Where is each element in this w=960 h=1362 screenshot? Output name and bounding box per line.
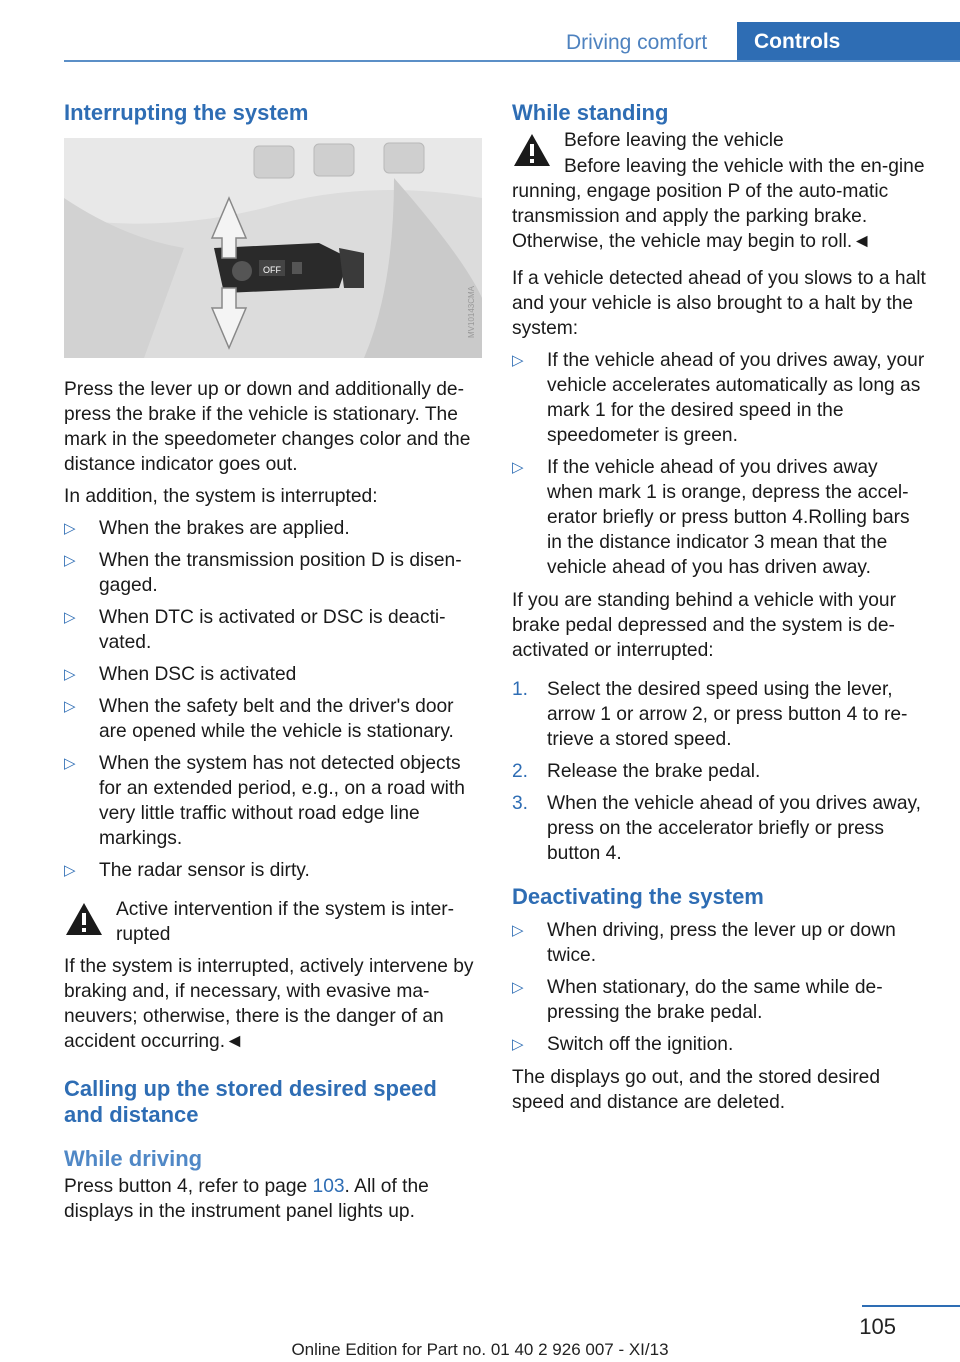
paragraph: In addition, the system is interrupted: — [64, 486, 378, 507]
triangle-right-icon: ▷ — [512, 979, 524, 996]
steps-list — [512, 677, 926, 866]
deactivate-list — [512, 918, 926, 1057]
warning-title: Active intervention if the system is inter-rupted — [116, 899, 455, 945]
triangle-right-icon: ▷ — [512, 922, 524, 939]
page-link[interactable]: 103 — [312, 1176, 345, 1197]
list-item: 3. When the vehicle ahead of you drives away, press on the accelerator briefly or press button 4. — [512, 793, 922, 864]
lever-off-label: OFF — [263, 265, 281, 275]
lever-illustration — [64, 138, 482, 358]
warning-box — [512, 128, 926, 178]
warning-title: Before leaving the vehicle — [564, 130, 784, 151]
paragraph: If a vehicle detected ahead of you slows to a halt and your vehicle is also brought to a halt by the system: — [512, 268, 926, 339]
page-number: 105 — [859, 1314, 896, 1339]
triangle-right-icon: ▷ — [64, 552, 76, 569]
list-item: ▷ When the transmission position D is disen-gaged. — [64, 550, 462, 596]
standing-list — [512, 348, 926, 580]
triangle-right-icon: ▷ — [512, 1036, 524, 1053]
header-section: Driving comfort — [566, 31, 708, 54]
list-item: ▷ If the vehicle ahead of you drives away when mark 1 is orange, depress the accel-erator briefly or press button 4.Rolling bars in the distance indicator 3 mean that the vehicle ahead of you has driven away. — [512, 457, 910, 578]
warning-triangle-icon — [512, 132, 552, 168]
triangle-right-icon: ▷ — [64, 755, 76, 772]
left-column — [64, 100, 482, 1231]
edition-footer: Online Edition for Part no. 01 40 2 926 007 - XI/13 — [291, 1340, 669, 1359]
paragraph: If you are standing behind a vehicle with your brake pedal depressed and the system is de-activated or interrupted: — [512, 590, 896, 661]
list-item: ▷ The radar sensor is dirty. — [64, 860, 310, 881]
list-item: ▷ If the vehicle ahead of you drives away, your vehicle accelerates automatically as long as mark 1 for the desired speed in the speedometer is green. — [512, 350, 925, 446]
warning-box — [64, 897, 482, 947]
heading-calling-up: Calling up the stored desired speed and distance — [64, 1076, 437, 1127]
paragraph: Press the lever up or down and additionally de-press the brake if the vehicle is stationary. The mark in the speedometer changes color and the distance indicator goes out. — [64, 379, 471, 475]
interrupt-list — [64, 516, 482, 883]
figure-code: MV10143CMA — [467, 285, 476, 338]
triangle-right-icon: ▷ — [64, 609, 76, 626]
list-item: ▷ When the system has not detected objects for an extended period, e.g., on a road with very little traffic without road edge line markings. — [64, 753, 465, 849]
right-column — [512, 100, 926, 1122]
triangle-right-icon: ▷ — [512, 352, 524, 369]
warning-triangle-icon — [64, 901, 104, 937]
heading-while-standing: While standing — [512, 100, 669, 125]
triangle-right-icon: ▷ — [64, 666, 76, 683]
list-item: ▷ Switch off the ignition. — [512, 1034, 734, 1055]
triangle-right-icon: ▷ — [64, 862, 76, 879]
paragraph: The displays go out, and the stored desired speed and distance are deleted. — [512, 1067, 880, 1113]
list-item: ▷ When the brakes are applied. — [64, 518, 350, 539]
list-item: 1. Select the desired speed using the lever, arrow 1 or arrow 2, or press button 4 to re-trieve a stored speed. — [512, 679, 908, 750]
heading-while-driving: While driving — [64, 1146, 203, 1171]
warning-body: Before leaving the vehicle with the en-gine running, engage position P of the auto-matic transmission and apply the parking brake. Otherwise, the vehicle may begin to roll.◄ — [512, 156, 925, 252]
list-item: ▷ When stationary, do the same while de-pressing the brake pedal. — [512, 977, 883, 1023]
header-rule — [64, 60, 960, 62]
list-item: 2. Release the brake pedal. — [512, 761, 761, 782]
list-item: ▷ When the safety belt and the driver's door are opened while the vehicle is stationary. — [64, 696, 454, 742]
list-item: ▷ When driving, press the lever up or down twice. — [512, 920, 896, 966]
heading-deactivating: Deactivating the system — [512, 884, 764, 909]
triangle-right-icon: ▷ — [64, 520, 76, 537]
list-item: ▷ When DTC is activated or DSC is deacti-vated. — [64, 607, 446, 653]
page-number-rule — [862, 1305, 960, 1307]
paragraph: Press button 4, refer to page 103. All of the displays in the instrument panel lights up. — [64, 1176, 429, 1222]
warning-body: If the system is interrupted, actively intervene by braking and, if necessary, with evasive ma-neuvers; otherwise, there is the danger of an accident occurring.◄ — [64, 956, 474, 1052]
header-chapter-tab: Controls — [737, 22, 960, 62]
triangle-right-icon: ▷ — [64, 698, 76, 715]
triangle-right-icon: ▷ — [512, 459, 524, 476]
list-item: ▷ When DSC is activated — [64, 664, 297, 685]
heading-interrupting: Interrupting the system — [64, 100, 309, 125]
